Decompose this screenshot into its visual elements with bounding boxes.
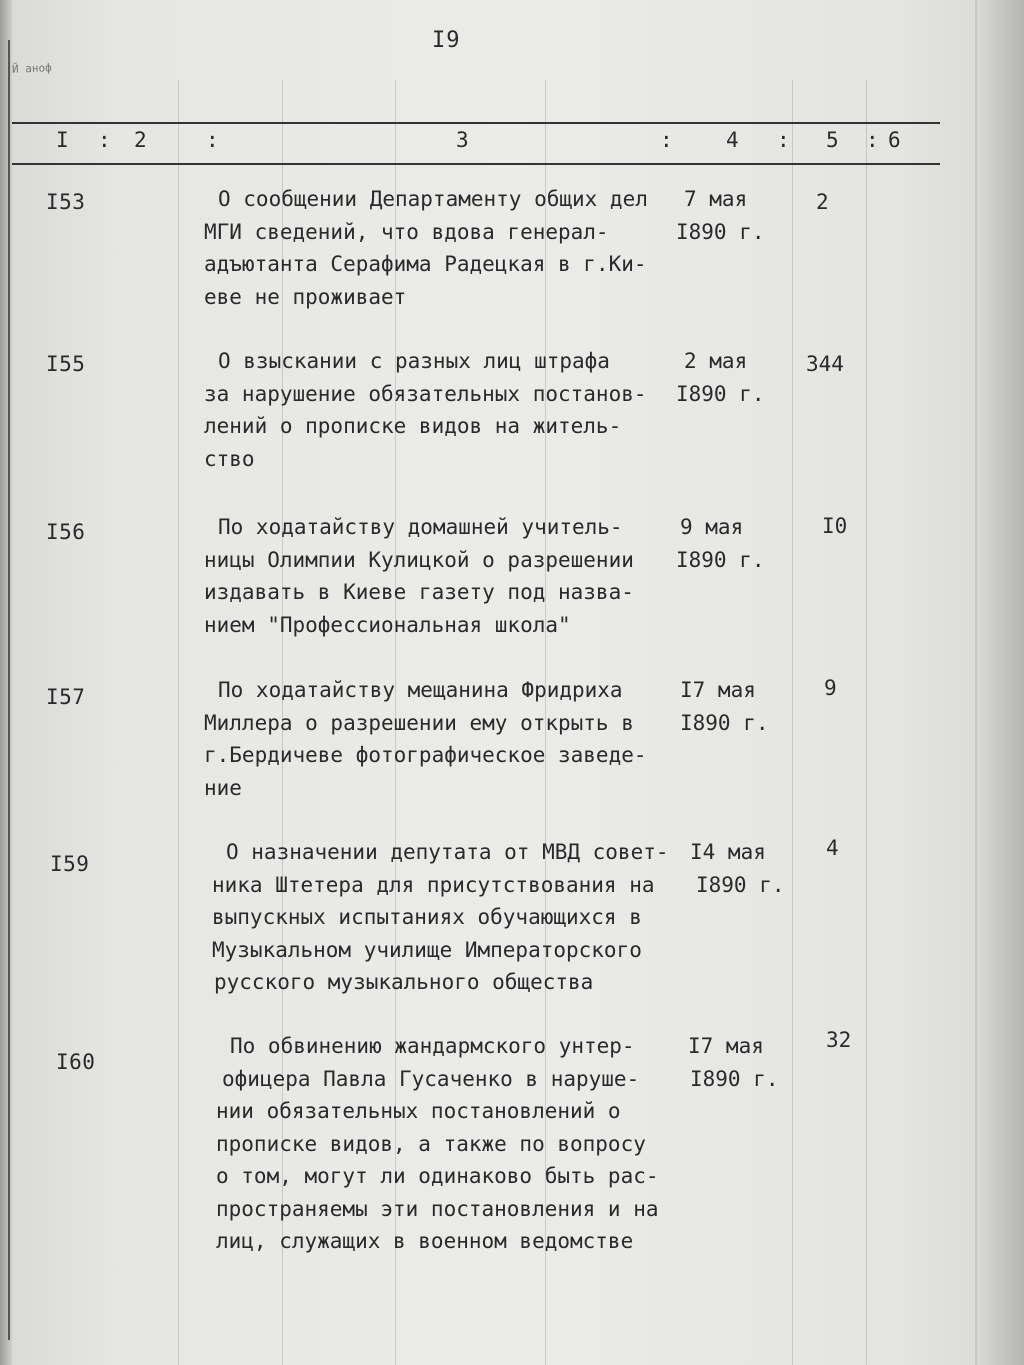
column-rule (866, 80, 867, 1365)
binding-line (8, 40, 10, 1340)
column-separator: : (98, 128, 111, 152)
entry-number: I53 (46, 190, 86, 214)
column-header-4: 4 (726, 128, 739, 152)
margin-line (975, 0, 977, 1365)
entry-date: 2 мая I890 г. (676, 349, 765, 406)
entry-description: О взыскании с разных лиц штрафа за нарушение обязательных постанов- лений о прописке видов на житель- ство (204, 349, 647, 471)
column-header-2: 2 (134, 128, 147, 152)
entry-description: О назначении депутата от МВД совет- ника Штетера для присутствования на выпускных испытаниях обучающихся в Музыкальном училище Императорского русского музыкального общества (212, 840, 669, 994)
header-top-rule (12, 122, 940, 124)
entry-date: I7 мая I890 г. (680, 678, 769, 735)
entry-sheets: I0 (822, 514, 848, 538)
header-bottom-rule (12, 163, 940, 165)
entry-sheets: 344 (806, 352, 844, 376)
entry-date: 7 мая I890 г. (676, 187, 765, 244)
column-header-5: 5 (826, 128, 839, 152)
column-rule (178, 80, 179, 1365)
column-separator: : (206, 128, 219, 152)
column-separator: : (866, 128, 879, 152)
entry-description: По обвинению жандармского унтер- офицера Павла Гусаченко в наруше- нии обязательных постановлений о прописке видов, а также по вопросу о том, могут ли одинаково быть рас- пространяемы эти постановления и на лиц, служащих в военном ведомстве (216, 1034, 659, 1253)
entry-date: 9 мая I890 г. (676, 515, 765, 572)
page-shadow (974, 0, 1024, 1365)
entry-date: I7 мая I890 г. (688, 1034, 779, 1091)
entry-sheets: 4 (826, 836, 839, 860)
column-header-3: 3 (456, 128, 469, 152)
entry-description: По ходатайству домашней учитель- ницы Олимпии Кулицкой о разрешении издавать в Киеве газету под назва- нием "Профессиональная школа" (204, 515, 634, 637)
entry-number: I55 (46, 352, 86, 376)
entry-description: По ходатайству мещанина Фридриха Миллера о разрешении ему открыть в г.Бердичеве фотографическое заведе- ние (204, 678, 647, 800)
column-header-1: I (56, 128, 69, 152)
side-mark: Й аноф (11, 61, 52, 76)
entry-sheets: 9 (824, 676, 837, 700)
column-separator: : (660, 128, 673, 152)
column-rule (792, 80, 793, 1365)
column-header-6: 6 (888, 128, 901, 152)
entry-sheets: 2 (816, 190, 829, 214)
binding-edge (0, 0, 12, 1365)
entry-sheets: 32 (826, 1028, 852, 1052)
entry-number: I57 (46, 685, 86, 709)
entry-number: I60 (56, 1050, 96, 1074)
column-separator: : (777, 128, 790, 152)
entry-description: О сообщении Департаменту общих дел МГИ сведений, что вдова генерал- адъютанта Серафима Радецкая в г.Ки- еве не проживает (204, 187, 648, 309)
entry-date: I4 мая I890 г. (690, 840, 785, 897)
page-number: I9 (432, 28, 461, 53)
entry-number: I56 (46, 520, 86, 544)
entry-number: I59 (50, 852, 90, 876)
